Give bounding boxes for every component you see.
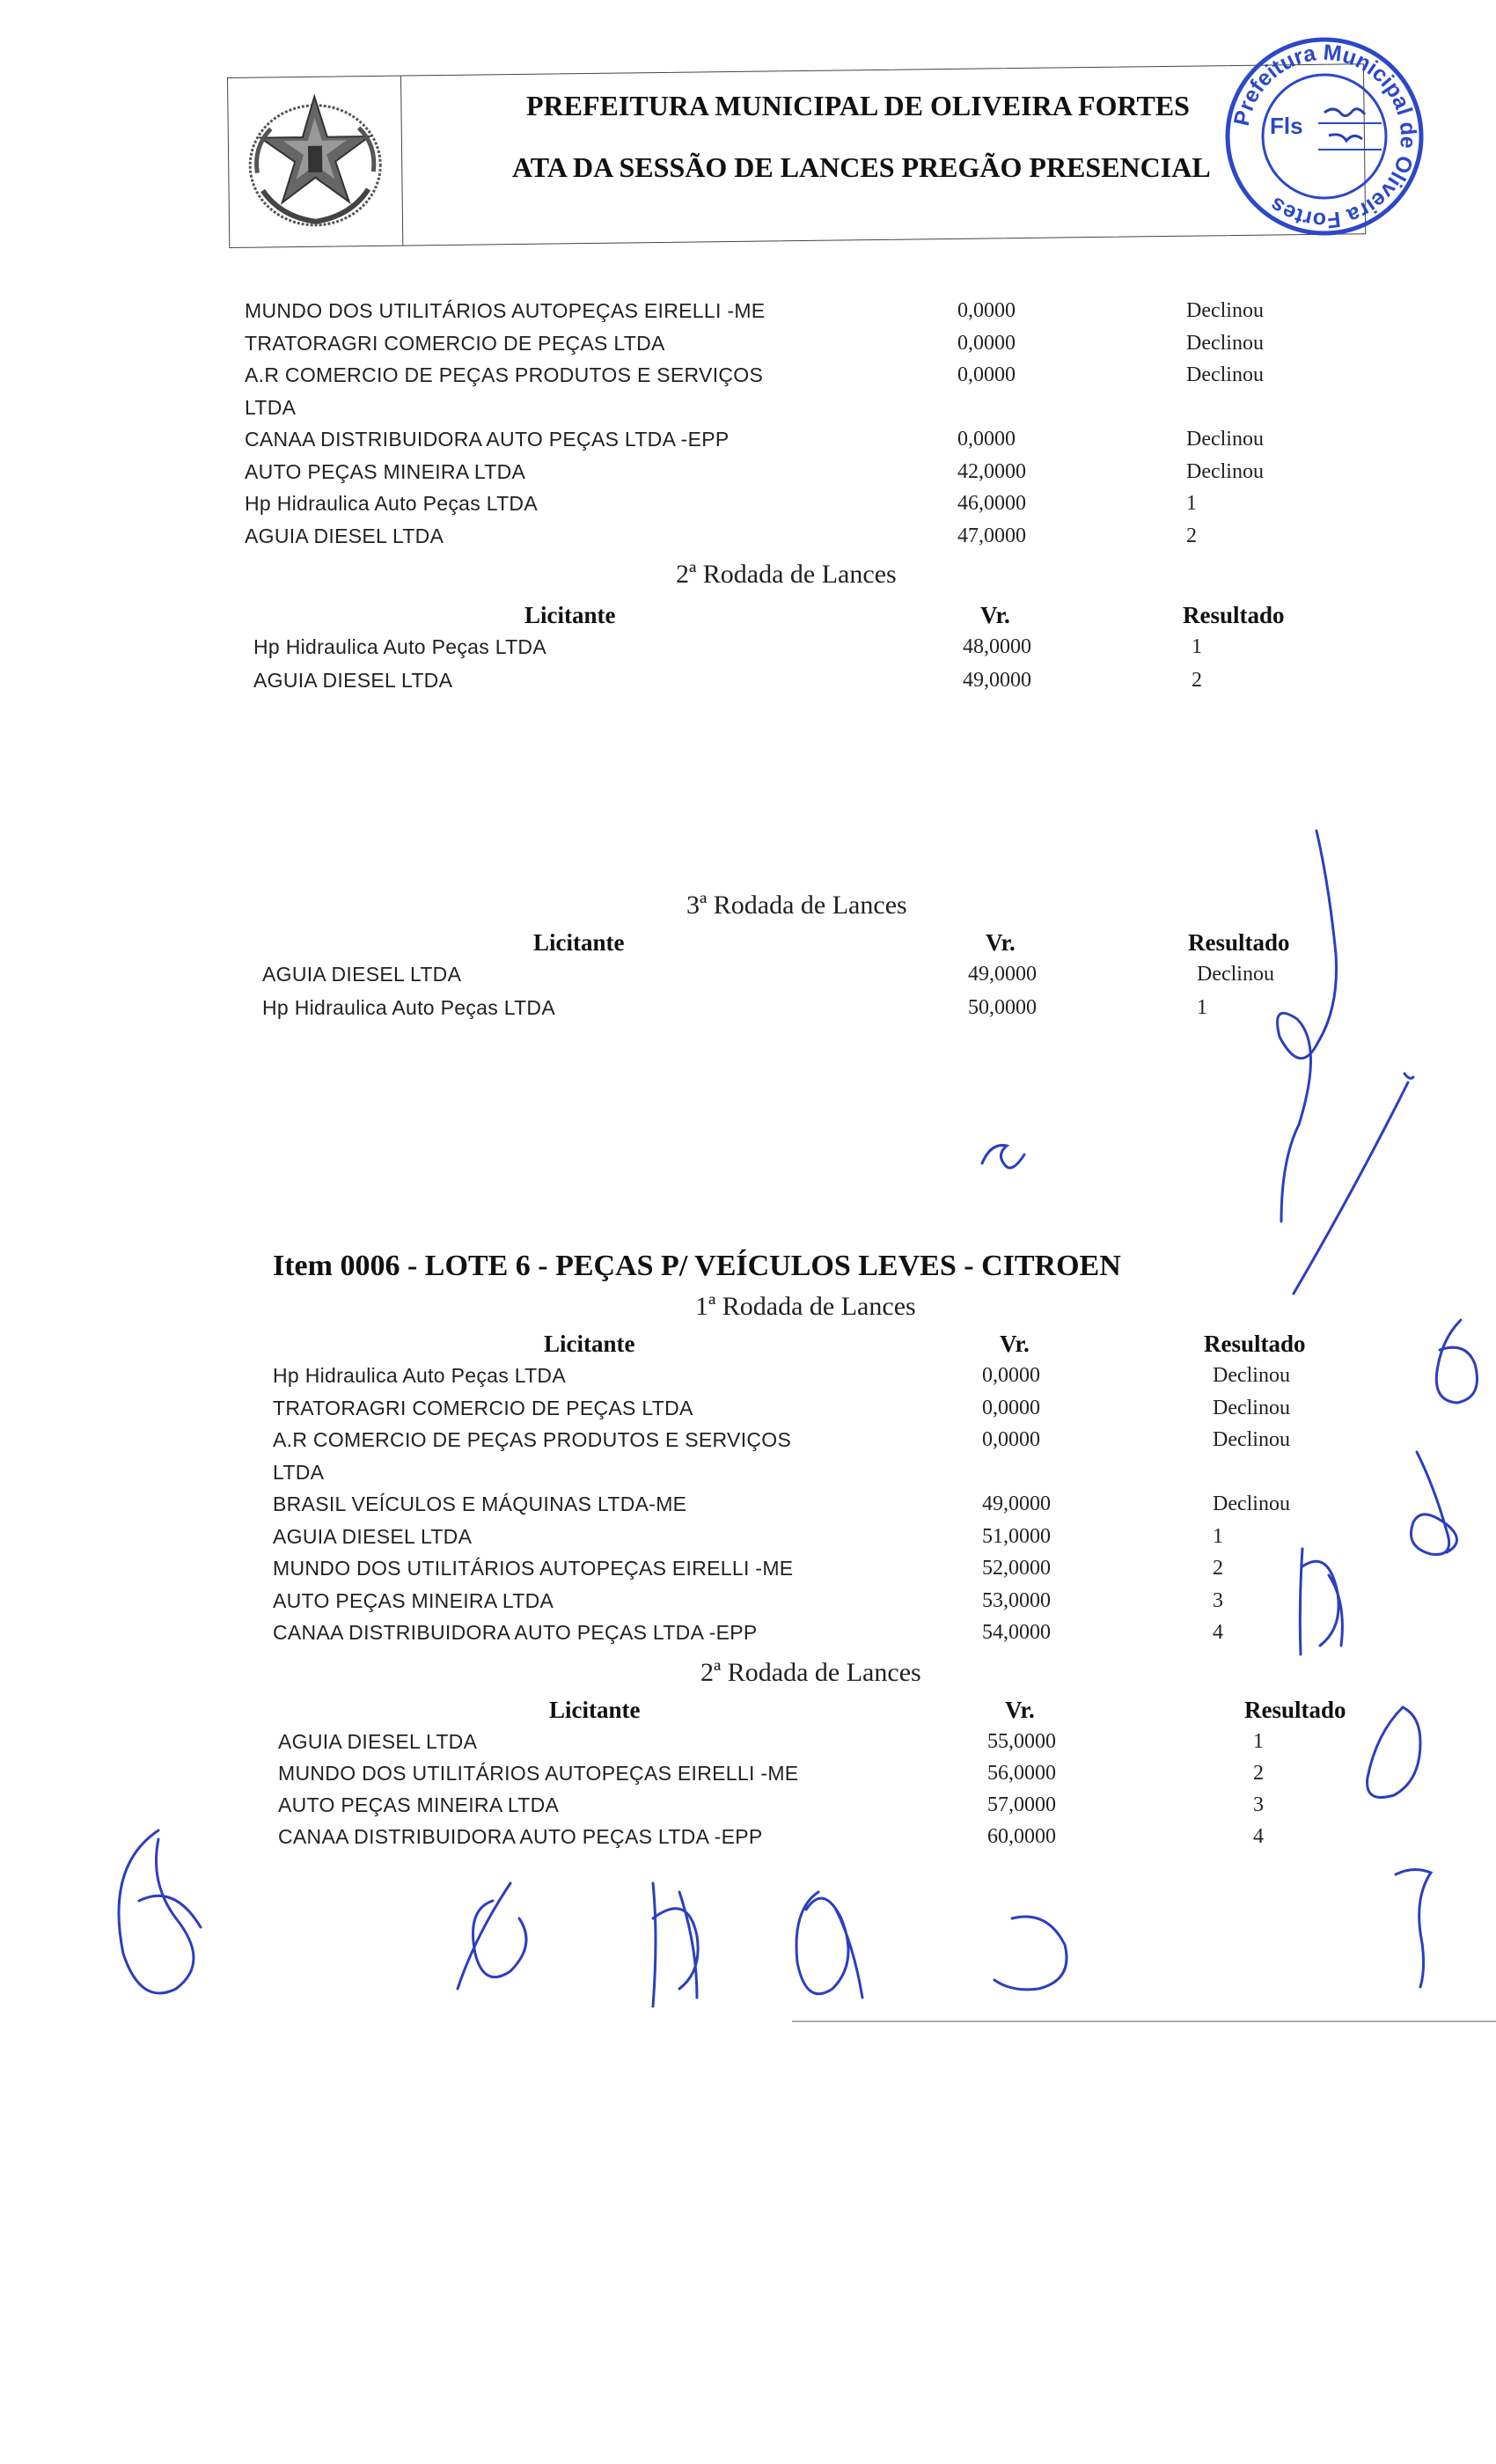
page-title: PREFEITURA MUNICIPAL DE OLIVEIRA FORTES <box>526 90 1190 121</box>
table-row <box>273 1525 1417 1557</box>
bid-value: 53,0000 <box>982 1588 1051 1612</box>
stamp-fls-label: Fls <box>1270 113 1303 139</box>
table-header-row <box>253 602 1397 634</box>
bidder-header: Licitante <box>549 1697 641 1723</box>
bidder-name: MUNDO DOS UTILITÁRIOS AUTOPEÇAS EIRELLI -ME <box>278 1762 799 1785</box>
table-row <box>245 428 1389 459</box>
bid-value: 54,0000 <box>982 1621 1051 1644</box>
rubric-icon <box>119 1830 194 1993</box>
bid-result: Declinou <box>1197 963 1274 986</box>
bid-result: 2 <box>1253 1762 1264 1785</box>
table-row <box>245 363 1389 395</box>
rubric-icon <box>1294 1082 1408 1294</box>
bid-value: 55,0000 <box>987 1730 1056 1753</box>
table-row <box>262 963 1406 994</box>
bid-result: 4 <box>1213 1621 1223 1644</box>
bid-value: 46,0000 <box>957 492 1026 515</box>
svg-text:Prefeitura Municipal de Olivei: Prefeitura Municipal de Oliveira Fortes <box>1228 40 1421 233</box>
bidder-name: AUTO PEÇAS MINEIRA LTDA <box>245 459 526 483</box>
page-divider <box>792 2020 1496 2022</box>
table-header-row <box>278 1697 1422 1728</box>
bidder-name: Hp Hidraulica Auto Peças LTDA <box>273 1364 566 1387</box>
bid-value: 50,0000 <box>968 996 1037 1019</box>
bid-result: 1 <box>1186 492 1197 515</box>
bid-result: 2 <box>1192 669 1202 692</box>
rubric-icon <box>994 1917 1067 1990</box>
bid-value: 0,0000 <box>982 1428 1040 1451</box>
bid-result: 3 <box>1253 1793 1264 1816</box>
bid-value: 0,0000 <box>957 331 1016 355</box>
bid-value: 60,0000 <box>987 1825 1056 1848</box>
bid-value: 0,0000 <box>957 299 1016 322</box>
rubric-icon <box>1436 1320 1477 1403</box>
value-header: Vr. <box>1005 1697 1035 1723</box>
rubric-icon <box>1404 1074 1413 1078</box>
table-row <box>273 1364 1417 1396</box>
table-row <box>273 1397 1417 1428</box>
bidder-name: CANAA DISTRIBUIDORA AUTO PEÇAS LTDA -EPP <box>273 1621 758 1644</box>
round2a-title: 2ª Rodada de Lances <box>676 560 897 589</box>
bid-value: 49,0000 <box>982 1492 1051 1515</box>
table-row <box>245 460 1389 492</box>
bid-result: Declinou <box>1186 363 1264 386</box>
bidder-name: Hp Hidraulica Auto Peças LTDA <box>253 635 546 658</box>
table-row <box>278 1730 1422 1762</box>
item6-round2-title: 2ª Rodada de Lances <box>700 1658 921 1687</box>
table-row <box>273 1492 1417 1524</box>
bidder-name: TRATORAGRI COMERCIO DE PEÇAS LTDA <box>273 1396 693 1419</box>
bidder-name: MUNDO DOS UTILITÁRIOS AUTOPEÇAS EIRELLI -ME <box>273 1557 794 1580</box>
bid-result: 1 <box>1213 1524 1223 1548</box>
table-row <box>278 1793 1422 1825</box>
bid-result: Declinou <box>1213 1428 1290 1451</box>
bid-result: Declinou <box>1186 331 1264 355</box>
bidder-name: A.R COMERCIO DE PEÇAS PRODUTOS E SERVIÇOS <box>245 363 764 386</box>
bid-value: 0,0000 <box>957 363 1016 386</box>
bid-value: 49,0000 <box>968 963 1037 986</box>
table-row <box>253 635 1397 667</box>
value-header: Vr. <box>986 929 1016 956</box>
bid-result: 1 <box>1253 1730 1264 1753</box>
bidder-name: A.R COMERCIO DE PEÇAS PRODUTOS E SERVIÇOS <box>273 1428 792 1451</box>
table-row <box>262 996 1406 1028</box>
table-row <box>273 1428 1417 1460</box>
bidder-name: MUNDO DOS UTILITÁRIOS AUTOPEÇAS EIRELLI -ME <box>245 299 766 322</box>
bid-value: 56,0000 <box>987 1762 1056 1785</box>
bid-result: Declinou <box>1213 1396 1290 1419</box>
bidder-header: Licitante <box>544 1331 635 1357</box>
bid-result: Declinou <box>1213 1492 1290 1515</box>
table-row <box>245 492 1389 524</box>
bid-result: 1 <box>1197 996 1207 1019</box>
value-header: Vr. <box>980 602 1010 628</box>
result-header: Resultado <box>1244 1697 1346 1723</box>
bid-value: 47,0000 <box>957 524 1026 547</box>
table-row <box>273 1557 1417 1588</box>
result-header: Resultado <box>1204 1331 1306 1357</box>
rubric-icon <box>458 1883 526 1989</box>
table-row <box>278 1762 1422 1793</box>
bidder-name: CANAA DISTRIBUIDORA AUTO PEÇAS LTDA -EPP <box>278 1825 763 1848</box>
rubric-icon <box>796 1892 862 1998</box>
bid-value: 57,0000 <box>987 1793 1056 1816</box>
bidder-name: Hp Hidraulica Auto Peças LTDA <box>262 996 555 1019</box>
table-row <box>273 1589 1417 1621</box>
round3-title: 3ª Rodada de Lances <box>686 891 907 920</box>
table-header-row <box>273 1331 1417 1362</box>
bidder-name: AGUIA DIESEL LTDA <box>262 963 462 986</box>
rubric-icon <box>1412 1452 1457 1554</box>
result-header: Resultado <box>1188 929 1290 956</box>
bid-value: 52,0000 <box>982 1557 1051 1580</box>
rubric-icon <box>653 1883 698 2006</box>
rubric-icon <box>139 1896 201 1927</box>
bid-value: 51,0000 <box>982 1524 1051 1548</box>
bid-result: Declinou <box>1186 299 1264 322</box>
bidder-name: CANAA DISTRIBUIDORA AUTO PEÇAS LTDA -EPP <box>245 428 730 451</box>
bidder-name: BRASIL VEÍCULOS E MÁQUINAS LTDA-ME <box>273 1492 687 1515</box>
table-row <box>273 1621 1417 1653</box>
bid-result: 2 <box>1186 524 1197 547</box>
bidder-name: AUTO PEÇAS MINEIRA LTDA <box>273 1588 554 1612</box>
bid-value: 42,0000 <box>957 459 1026 483</box>
table-row <box>253 669 1397 700</box>
table-row <box>245 332 1389 363</box>
bidder-name: AUTO PEÇAS MINEIRA LTDA <box>278 1793 560 1816</box>
bidder-name: AGUIA DIESEL LTDA <box>278 1730 478 1753</box>
bid-value: 0,0000 <box>982 1396 1040 1419</box>
bid-value: 48,0000 <box>963 635 1031 658</box>
bid-result: 2 <box>1213 1557 1223 1580</box>
item6-round1-title: 1ª Rodada de Lances <box>695 1292 916 1321</box>
municipal-stamp-icon <box>1214 26 1434 246</box>
bid-result: 1 <box>1192 635 1202 658</box>
bidder-header: Licitante <box>524 602 616 628</box>
bidder-name: LTDA <box>273 1460 325 1484</box>
rubric-icon <box>982 1145 1024 1168</box>
bid-result: 3 <box>1213 1588 1223 1612</box>
table-row <box>245 524 1389 556</box>
bidder-name: TRATORAGRI COMERCIO DE PEÇAS LTDA <box>245 331 665 355</box>
page-subtitle: ATA DA SESSÃO DE LANCES PREGÃO PRESENCIAL <box>512 151 1211 183</box>
bidder-name: AGUIA DIESEL LTDA <box>245 524 444 547</box>
bidder-name: Hp Hidraulica Auto Peças LTDA <box>245 492 538 515</box>
crest-frame <box>228 77 403 247</box>
value-header: Vr. <box>1000 1331 1030 1357</box>
result-header: Resultado <box>1183 602 1285 628</box>
bidder-name: LTDA <box>245 395 297 419</box>
coat-of-arms-icon <box>235 84 395 240</box>
table-row <box>245 396 1389 428</box>
item6-title: Item 0006 - LOTE 6 - PEÇAS P/ VEÍCULOS LEVES - CITROEN <box>273 1250 1121 1282</box>
table-header-row <box>262 929 1406 961</box>
bid-result: Declinou <box>1186 428 1264 451</box>
bidder-name: AGUIA DIESEL LTDA <box>253 669 453 692</box>
bid-value: 0,0000 <box>957 428 1016 451</box>
bid-result: Declinou <box>1186 459 1264 483</box>
rubric-icon <box>1396 1869 1431 1987</box>
bidder-header: Licitante <box>533 929 625 956</box>
table-row <box>278 1825 1422 1857</box>
table-row <box>273 1461 1417 1492</box>
bid-value: 0,0000 <box>982 1364 1040 1387</box>
bid-result: 4 <box>1253 1825 1264 1848</box>
bid-result: Declinou <box>1213 1364 1290 1387</box>
bidder-name: AGUIA DIESEL LTDA <box>273 1524 473 1548</box>
bid-value: 49,0000 <box>963 669 1031 692</box>
table-row <box>245 299 1389 331</box>
